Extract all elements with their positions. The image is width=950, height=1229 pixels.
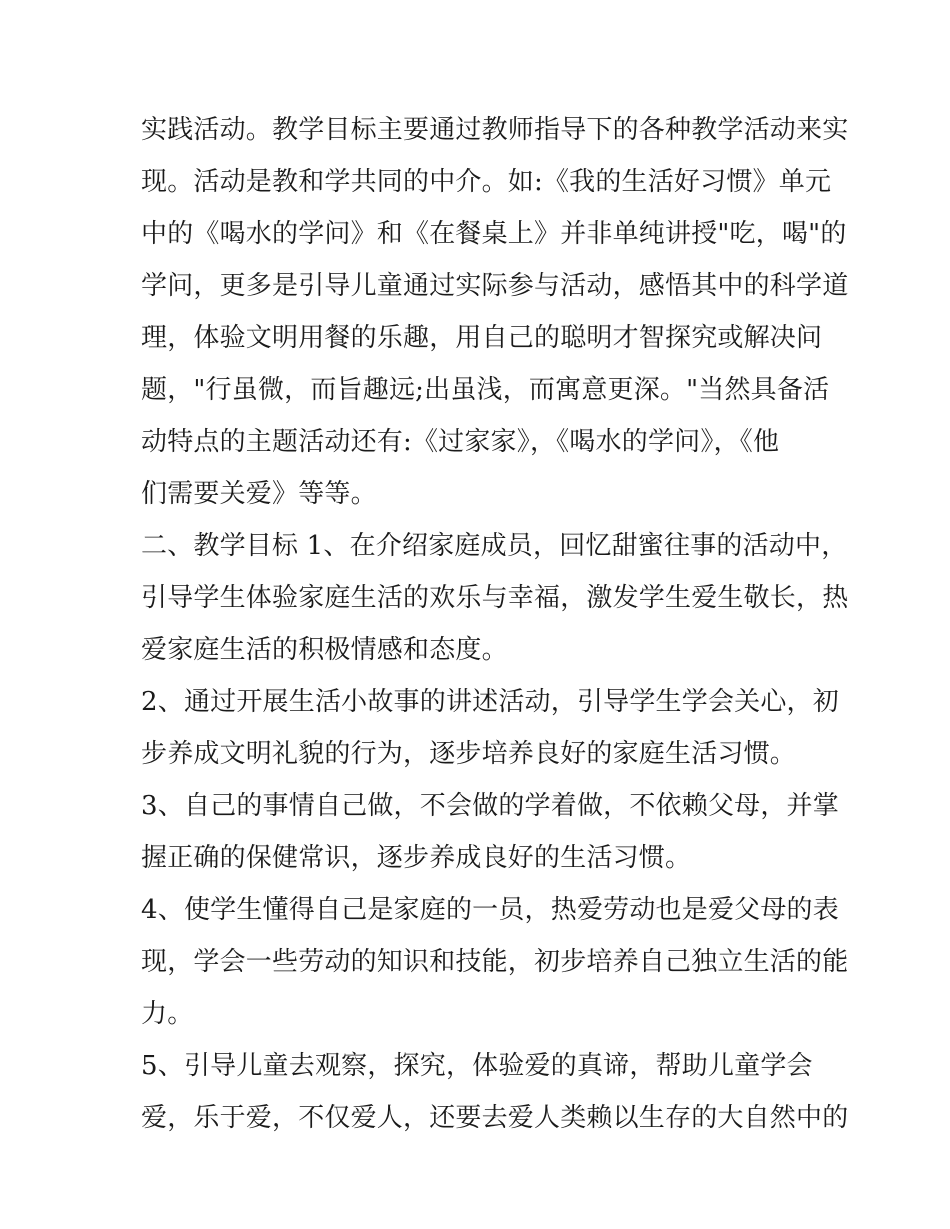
text-line: 爱，乐于爱，不仅爱人，还要去爱人类赖以生存的大自然中的 [141, 1103, 849, 1133]
text-line: 力。 [141, 999, 194, 1029]
text-line: 们需要关爱》等等。 [141, 479, 377, 509]
text-line: 爱家庭生活的积极情感和态度。 [141, 635, 508, 665]
text-line: 4、使学生懂得自己是家庭的一员，热爱劳动也是爱父母的表 [141, 895, 839, 925]
text-line: 握正确的保健常识，逐步养成良好的生活习惯。 [141, 843, 692, 873]
text-line: 3、自己的事情自己做，不会做的学着做，不依赖父母，并掌 [141, 791, 839, 821]
text-line: 题，"行虽微，而旨趣远;出虽浅，而寓意更深。"当然具备活 [141, 375, 830, 405]
text-line: 实践活动。教学目标主要通过教师指导下的各种教学活动来实 [141, 115, 849, 145]
text-line: 5、引导儿童去观察，探究，体验爱的真谛，帮助儿童学会 [141, 1051, 813, 1081]
text-line: 中的《喝水的学问》和《在餐桌上》并非单纯讲授"吃，喝"的 [141, 219, 847, 249]
text-line: 引导学生体验家庭生活的欢乐与幸福，激发学生爱生敬长，热 [141, 583, 849, 613]
text-line: 2、通过开展生活小故事的讲述活动，引导学生学会关心，初 [141, 687, 839, 717]
text-line: 二、教学目标 1、在介绍家庭成员，回忆甜蜜往事的活动中， [141, 531, 848, 561]
text-line: 动特点的主题活动还有:《过家家》，《喝水的学问》，《他 [141, 427, 780, 457]
text-line: 学问，更多是引导儿童通过实际参与活动，感悟其中的科学道 [141, 271, 849, 301]
text-line: 现，学会一些劳动的知识和技能，初步培养自己独立生活的能 [141, 947, 849, 977]
text-line: 理，体验文明用餐的乐趣，用自己的聪明才智探究或解决问 [141, 323, 823, 353]
text-line: 现。活动是教和学共同的中介。如:《我的生活好习惯》单元 [141, 167, 832, 197]
text-line: 步养成文明礼貌的行为，逐步培养良好的家庭生活习惯。 [141, 739, 797, 769]
